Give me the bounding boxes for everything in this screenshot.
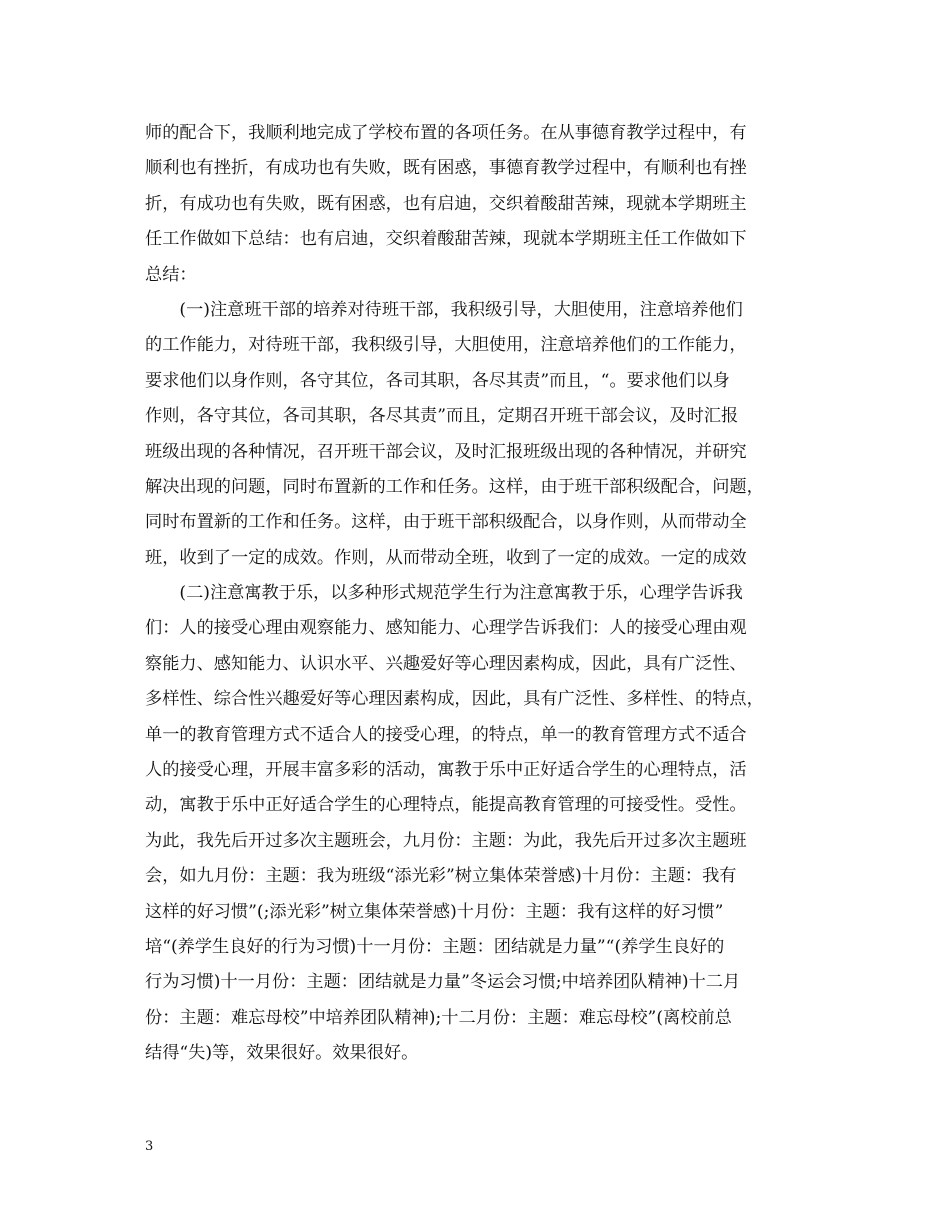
- page-number: 3: [145, 1139, 154, 1154]
- body-text: [145, 116, 810, 1072]
- text-line: 折，有成功也有失败，既有困惑，也有启迪，交织着酸甜苦辣，现就本学期班主: [145, 193, 747, 214]
- text-line: 份：主题：难忘母校”中培养团队精神);十二月份：主题：难忘母校”(离校前总: [145, 1007, 732, 1028]
- text-line: 结得“失)等，效果很好。效果很好。: [145, 1043, 419, 1064]
- text-line: 行为习惯)十一月份：主题：团结就是力量”冬运会习惯;中培养团队精神)十二月: [145, 972, 741, 993]
- text-line: 同时布置新的工作和任务。这样，由于班干部积级配合，以身作则，从而带动全: [145, 512, 747, 533]
- text-line: 作则，各守其位，各司其职，各尽其责”而且，定期召开班干部会议，及时汇报: [145, 406, 739, 427]
- text-line: 察能力、感知能力、认识水平、兴趣爱好等心理因素构成，因此，具有广泛性、: [145, 653, 747, 674]
- text-line: 解决出现的问题，同时布置新的工作和任务。这样，由于班干部积级配合，问题，: [145, 476, 764, 497]
- text-line: 会，如九月份：主题：我为班级“添光彩”树立集体荣誉感)十月份：主题：我有: [145, 866, 737, 887]
- text-line: 们：人的接受心理由观察能力、感知能力、心理学告诉我们：人的接受心理由观: [145, 618, 747, 639]
- text-line: (二)注意寓教于乐，以多种形式规范学生行为注意寓教于乐，心理学告诉我: [145, 583, 743, 604]
- text-line: 任工作做如下总结：也有启迪，交织着酸甜苦辣，现就本学期班主任工作做如下: [145, 229, 747, 250]
- text-line: 顺利也有挫折，有成功也有失败，既有困惑，事德育教学过程中，有顺利也有挫: [145, 158, 747, 179]
- text-line: 这样的好习惯”(;添光彩”树立集体荣誉感)十月份：主题：我有这样的好习惯”: [145, 901, 724, 922]
- text-line: (一)注意班干部的培养对待班干部，我积级引导，大胆使用，注意培养他们: [145, 299, 743, 320]
- text-line: 为此，我先后开过多次主题班会，九月份：主题：为此，我先后开过多次主题班: [145, 830, 747, 851]
- text-line: 师的配合下，我顺利地完成了学校布置的各项任务。在从事德育教学过程中，有: [145, 123, 747, 143]
- text-line: 班，收到了一定的成效。作则，从而带动全班，收到了一定的成效。一定的成效: [145, 547, 747, 568]
- text-line: 培“(养学生良好的行为习惯)十一月份：主题：团结就是力量”“(养学生良好的: [145, 936, 725, 957]
- text-line: 总结：: [145, 264, 197, 285]
- text-line: 多样性、综合性兴趣爱好等心理因素构成，因此，具有广泛性、多样性、的特点，: [145, 689, 764, 710]
- text-line: 班级出现的各种情况，召开班干部会议，及时汇报班级出现的各种情况，并研究: [145, 441, 747, 462]
- text-line: 人的接受心理，开展丰富多彩的活动，寓教于乐中正好适合学生的心理特点，活: [145, 760, 747, 781]
- text-line: 动，寓教于乐中正好适合学生的心理特点，能提高教育管理的可接受性。受性。: [145, 795, 747, 816]
- text-line: 单一的教育管理方式不适合人的接受心理，的特点，单一的教育管理方式不适合: [145, 724, 747, 745]
- text-line: 要求他们以身作则，各守其位，各司其职，各尽其责”而且，“。要求他们以身: [145, 370, 730, 391]
- text-line: 的工作能力，对待班干部，我积级引导，大胆使用，注意培养他们的工作能力，: [145, 335, 747, 356]
